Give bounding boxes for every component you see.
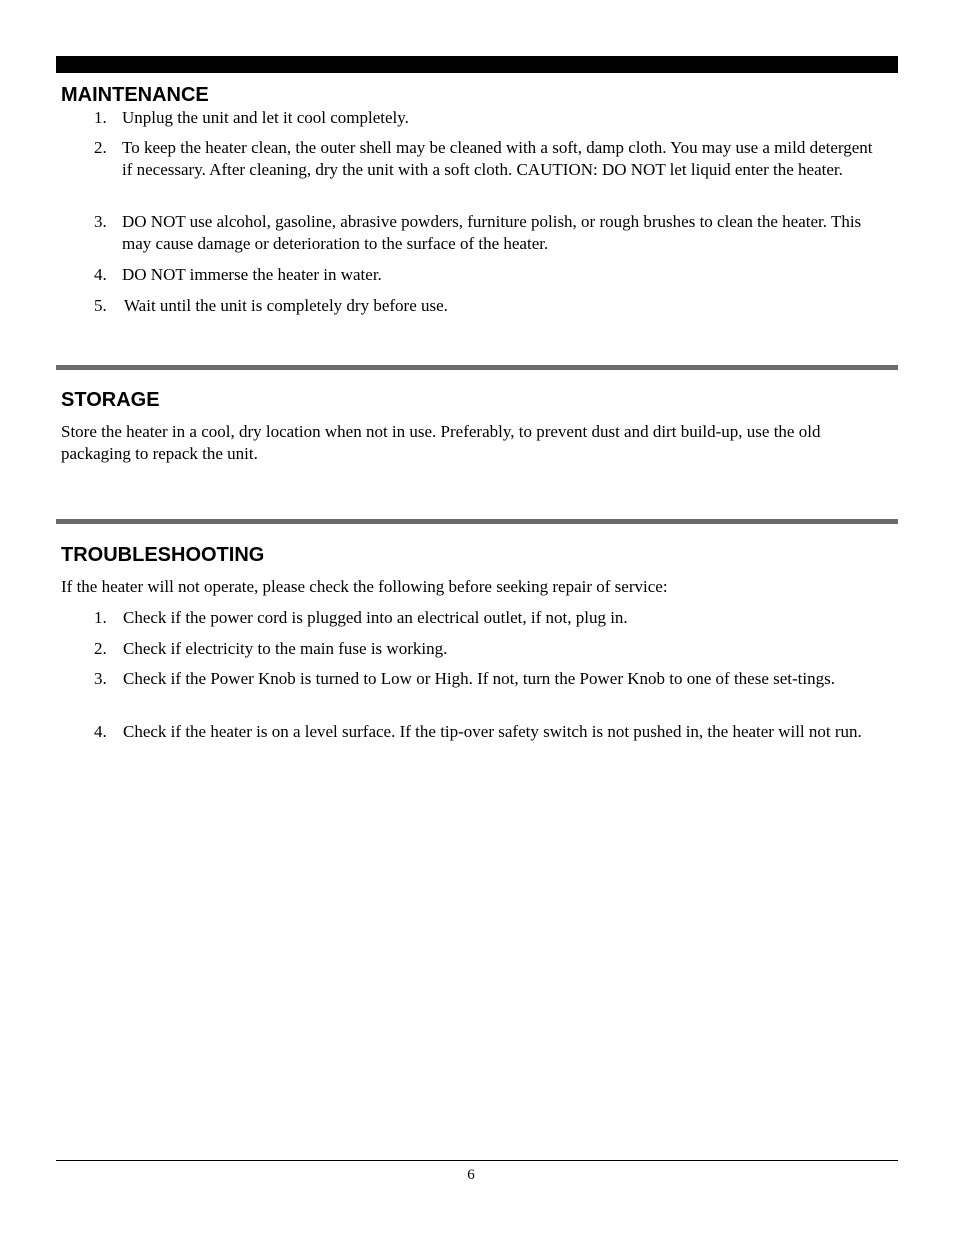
page-number: 6 — [467, 1167, 475, 1183]
list-item-text: DO NOT use alcohol, gasoline, abrasive powders, furniture polish, or rough brushes to clean the heater. This may cause damage or deterioration to the surface of the heater. — [122, 212, 862, 253]
troubleshooting-intro: If the heater will not operate, please check the following before seeking repair of service: — [61, 577, 668, 596]
storage-text: Store the heater in a cool, dry location when not in use. Preferably, to prevent dust and dirt build-up, use the old packaging to repack the unit. — [61, 422, 821, 463]
storage-heading: STORAGE — [61, 389, 160, 411]
list-item-number: 1. — [94, 608, 107, 627]
list-item-text: Check if electricity to the main fuse is working. — [123, 639, 448, 658]
list-item-text: DO NOT immerse the heater in water. — [122, 265, 382, 284]
list-item-text: To keep the heater clean, the outer shell may be cleaned with a soft, damp cloth. You may use a mild detergent if necessary. After cleaning, dry the unit with a soft cloth. CAUTION: DO NOT let liquid enter the heater. — [122, 138, 873, 179]
list-item-number: 4. — [94, 722, 107, 741]
list-item-number: 5. — [94, 296, 107, 315]
list-item-text: Check if the power cord is plugged into an electrical outlet, if not, plug in. — [123, 608, 628, 627]
header-bar — [56, 56, 898, 73]
list-item-text: Check if the Power Knob is turned to Low or High. If not, turn the Power Knob to one of these set-tings. — [123, 669, 835, 688]
list-item-number: 2. — [94, 639, 107, 658]
list-item-number: 1. — [94, 108, 107, 127]
maintenance-heading: MAINTENANCE — [61, 84, 209, 106]
list-item-number: 4. — [94, 265, 107, 284]
list-item-number: 3. — [94, 212, 107, 231]
list-item-text: Wait until the unit is completely dry before use. — [124, 296, 448, 315]
troubleshooting-heading: TROUBLESHOOTING — [61, 544, 265, 566]
footer-rule — [56, 1160, 898, 1161]
list-item-text: Check if the heater is on a level surface. If the tip-over safety switch is not pushed in, the heater will not run. — [123, 722, 862, 741]
list-item-text: Unplug the unit and let it cool completely. — [122, 108, 409, 127]
section-divider — [56, 365, 898, 370]
section-divider — [56, 519, 898, 524]
list-item-number: 3. — [94, 669, 107, 688]
list-item-number: 2. — [94, 138, 107, 157]
